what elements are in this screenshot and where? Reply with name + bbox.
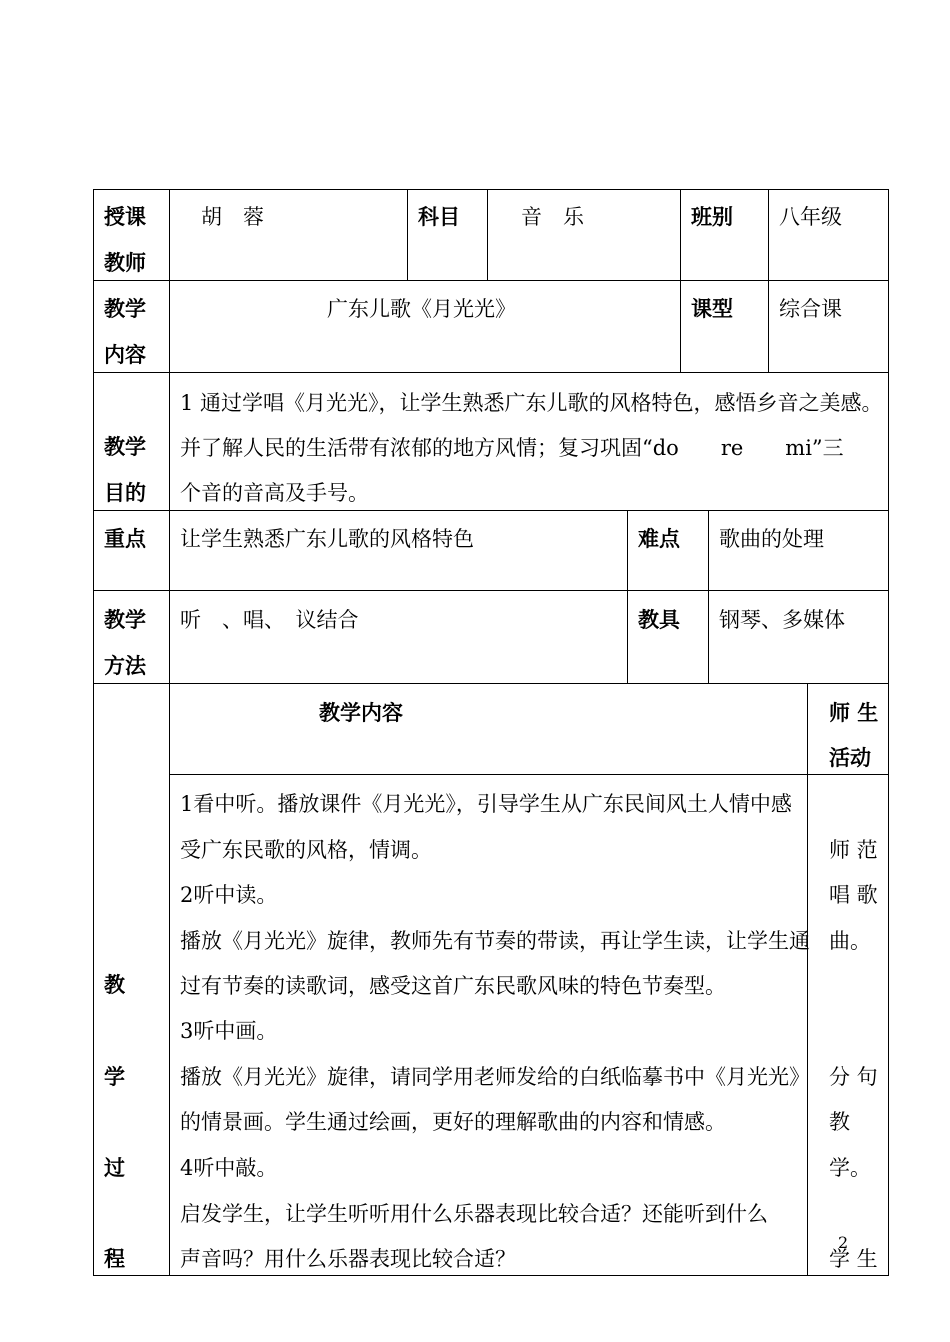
process-line: 播放《月光光》旋律，请同学用老师发给的白纸临摹书中《月光光》 <box>180 1065 810 1089</box>
process-activity-header: 师 生 <box>829 700 879 725</box>
process-line: 的情景画。学生通过绘画，更好的理解歌曲的内容和情感。 <box>180 1110 726 1134</box>
teacher-label: 授课 <box>104 204 146 229</box>
process-line: 声音吗？用什么乐器表现比较合适？ <box>180 1247 516 1271</box>
process-line: 启发学生，让学生听听用什么乐器表现比较合适？还能听到什么 <box>180 1202 768 1226</box>
column-divider <box>680 189 681 373</box>
method-label: 教学 <box>104 607 146 632</box>
table-border-left <box>93 189 94 1276</box>
content-label: 内容 <box>104 342 146 367</box>
process-side-label: 学 <box>104 1064 125 1089</box>
goal-label: 教学 <box>104 434 146 459</box>
process-line: 4听中敲。 <box>180 1156 278 1180</box>
content-value: 广东儿歌《月光光》 <box>327 297 516 321</box>
process-line: 2听中读。 <box>180 883 278 907</box>
process-line: 过有节奏的读歌词，感受这首广东民歌风味的特色节奏型。 <box>180 974 726 998</box>
subject-value: 音 乐 <box>521 205 584 229</box>
goal-label: 目的 <box>104 480 146 505</box>
table-border-top <box>93 189 889 190</box>
process-side-label: 过 <box>104 1155 125 1180</box>
subject-label: 科目 <box>418 204 460 229</box>
process-content-header: 教学内容 <box>319 700 403 725</box>
column-divider <box>807 683 808 1276</box>
row-divider <box>93 280 889 281</box>
process-line: 播放《月光光》旋律，教师先有节奏的带读，再让学生读，让学生通 <box>180 929 810 953</box>
type-value: 综合课 <box>779 297 842 321</box>
activity-text: 教 <box>829 1110 850 1134</box>
teacher-label: 教师 <box>104 250 146 275</box>
tools-label: 教具 <box>638 607 680 632</box>
process-line: 3听中画。 <box>180 1019 278 1043</box>
process-line: 1看中听。播放课件《月光光》，引导学生从广东民间风土人情中感 <box>180 792 792 816</box>
table-border-right <box>888 189 889 1276</box>
content-label: 教学 <box>104 296 146 321</box>
activity-text: 学。 <box>829 1156 871 1180</box>
column-divider <box>627 510 628 684</box>
type-label: 课型 <box>691 296 733 321</box>
column-divider <box>708 510 709 684</box>
key-point-label: 重点 <box>104 526 146 551</box>
activity-text: 学 生 <box>829 1247 878 1271</box>
process-activity-header: 活动 <box>829 745 871 770</box>
tools-value: 钢琴、多媒体 <box>719 608 845 632</box>
method-value: 听 、唱、 议结合 <box>180 608 359 632</box>
class-label: 班别 <box>691 204 733 229</box>
difficulty-value: 歌曲的处理 <box>719 527 824 551</box>
row-divider <box>93 683 889 684</box>
column-divider <box>768 189 769 373</box>
goal-line: 并了解人民的生活带有浓郁的地方风情；复习巩固“do re mi”三 <box>180 436 844 460</box>
difficulty-label: 难点 <box>638 526 680 551</box>
activity-text: 曲。 <box>829 929 871 953</box>
goal-line: 1 通过学唱《月光光》，让学生熟悉广东儿歌的风格特色，感悟乡音之美感。 <box>180 391 883 415</box>
page-number: 2 <box>838 1233 849 1252</box>
class-value: 八年级 <box>779 205 842 229</box>
row-divider <box>93 372 889 373</box>
goal-line: 个音的音高及手号。 <box>180 481 369 505</box>
activity-text: 师 范 <box>829 838 878 862</box>
column-divider <box>169 189 170 1276</box>
column-divider <box>487 189 488 281</box>
column-divider <box>407 189 408 281</box>
process-side-label: 教 <box>104 972 125 997</box>
row-divider <box>93 590 889 591</box>
method-label: 方法 <box>104 653 146 678</box>
row-divider <box>169 774 889 775</box>
process-line: 受广东民歌的风格，情调。 <box>180 838 432 862</box>
activity-text: 唱 歌 <box>829 883 878 907</box>
teacher-value: 胡 蓉 <box>201 205 264 229</box>
activity-text: 分 句 <box>829 1065 878 1089</box>
key-point-value: 让学生熟悉广东儿歌的风格特色 <box>180 527 474 551</box>
process-side-label: 程 <box>104 1246 125 1271</box>
